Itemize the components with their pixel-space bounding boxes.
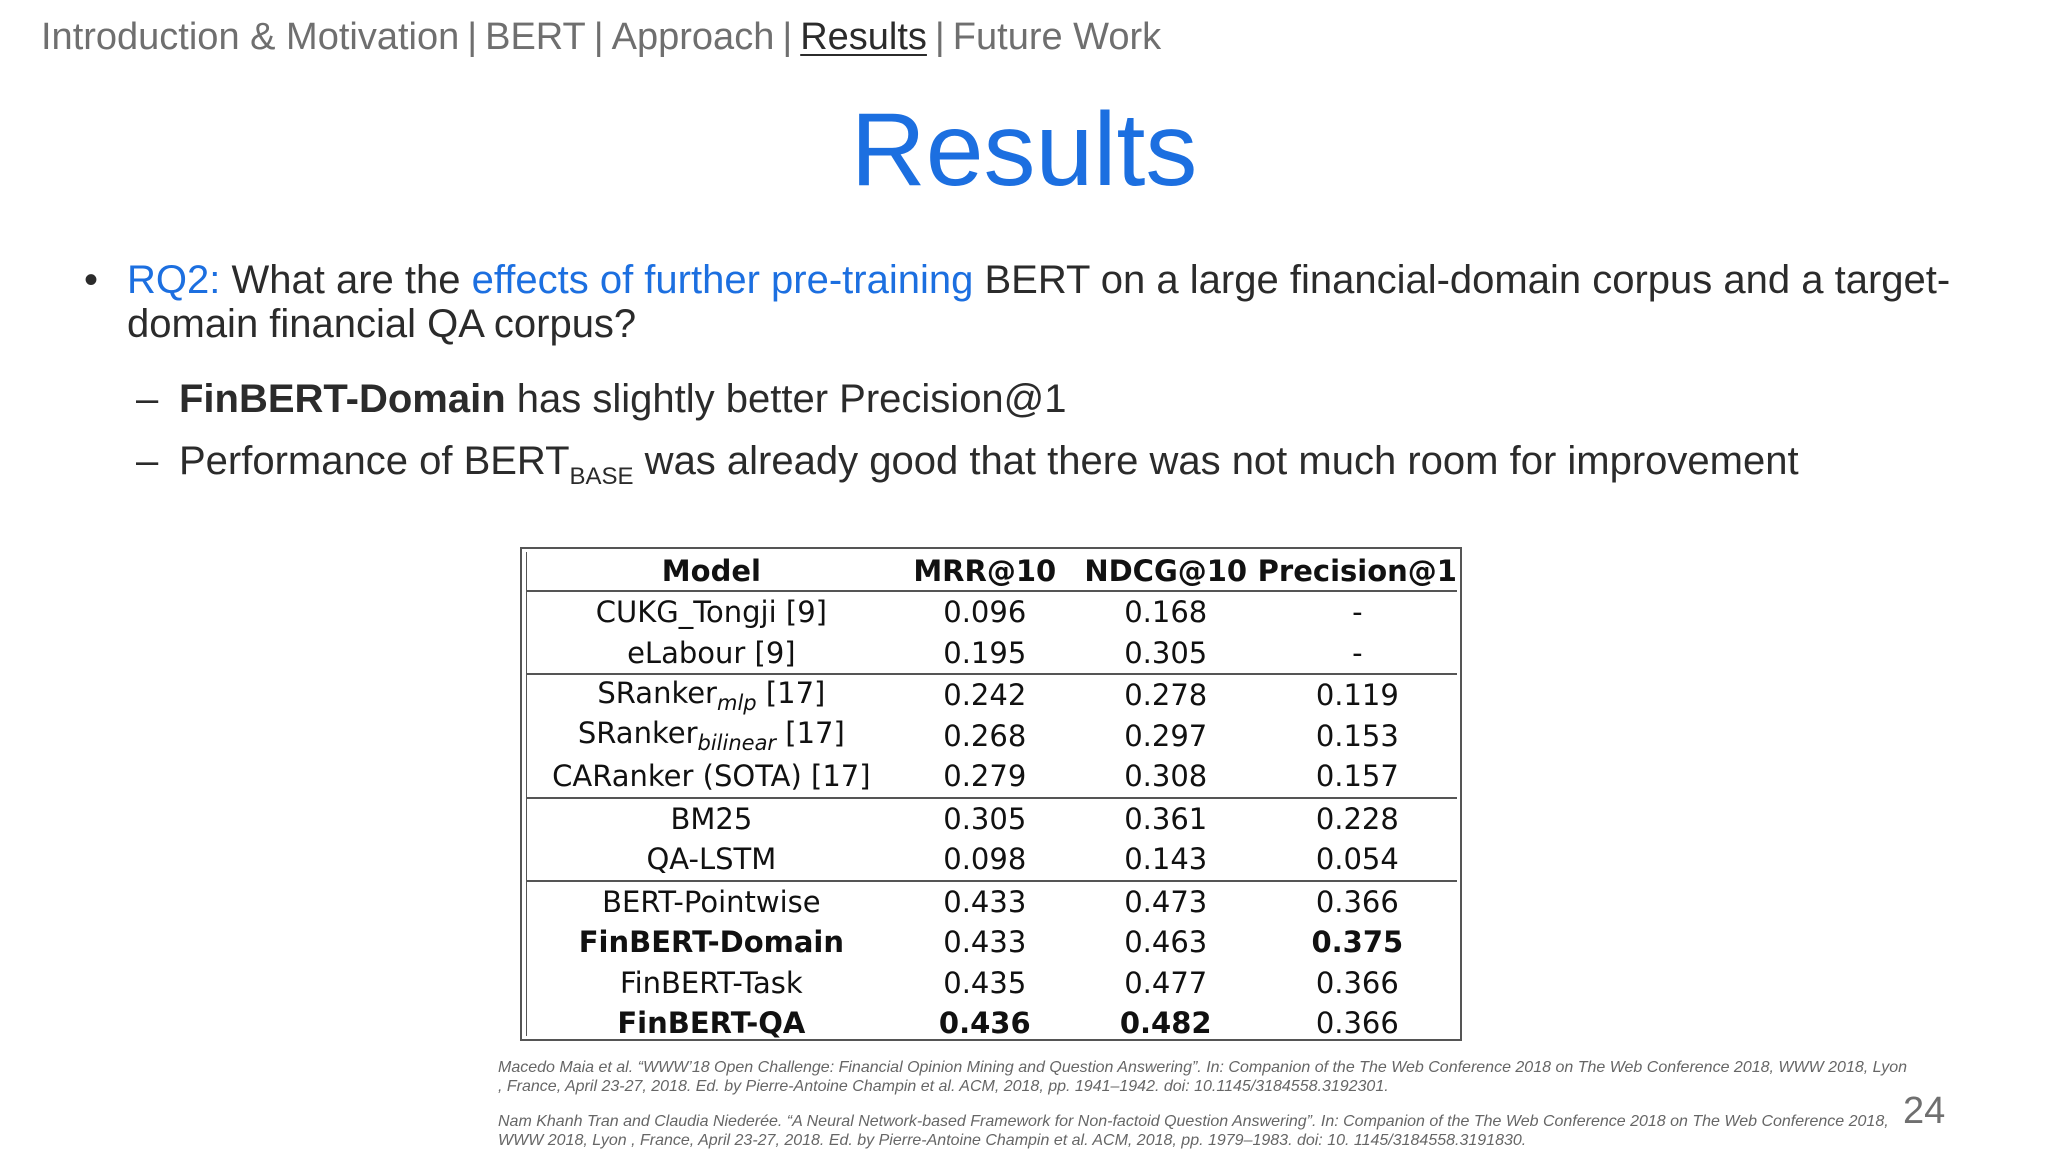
table-row (527, 963, 1457, 1004)
model-ref: [17] (776, 716, 845, 751)
cell-mrr: 0.305 (896, 798, 1074, 840)
bullet-text-a: What are the (220, 258, 472, 302)
bullet-text-b: BERT on a large financial-domain corpus and a target-domain financial QA corpus? (127, 258, 1951, 346)
cell-model: eLabour [9] (627, 635, 796, 670)
cell-mrr: 0.436 (938, 1006, 1031, 1041)
subpoint-text-pre: Performance of BERT (179, 439, 570, 483)
page-number: 24 (1903, 1090, 1946, 1132)
nav-item-introduction[interactable]: Introduction & Motivation (41, 16, 460, 58)
cell-precision: 0.366 (1315, 965, 1399, 1000)
table-header-row (527, 552, 1457, 591)
bullet-text (127, 258, 2024, 346)
subpoint-text-post: was already good that there was not much room for improvement (633, 439, 1799, 483)
cell-mrr: 0.096 (943, 595, 1027, 630)
model-subscript: bilinear (697, 731, 777, 756)
slide-title: Results (850, 92, 1198, 208)
cell-mrr: 0.435 (943, 965, 1027, 1000)
table-row (527, 839, 1457, 881)
subpoint-bert-base (136, 439, 1799, 491)
cell-model: BERT-Pointwise (527, 881, 896, 923)
header-ndcg: NDCG@10 (1074, 552, 1258, 591)
nav-item-future-work[interactable]: Future Work (952, 16, 1162, 58)
cell-model: CUKG_Tongji [9] (595, 595, 827, 630)
nav-item-results[interactable]: Results (800, 16, 927, 58)
cell-precision: - (1352, 635, 1363, 670)
cell-precision: 0.366 (1315, 1006, 1399, 1041)
reference-1: Macedo Maia et al. “WWW’18 Open Challenge: Financial Opinion Mining and Question Answering”. In: Companion of the The Web Conference 2018 on The Web Conference 2018, WWW 2018, Lyon , France, April 23-27, 2018. Ed. by Pierre-Antoine Champin et al. ACM, 2018, pp. 1941–1942. doi: 10.1145/3184558.3192301. (498, 1059, 1908, 1095)
bullet-highlight: effects of further pre-training (471, 258, 974, 302)
cell-mrr: 0.268 (943, 718, 1027, 753)
cell-ndcg: 0.463 (1124, 925, 1208, 960)
model-ref: [17] (756, 675, 826, 710)
cell-ndcg: 0.308 (1124, 759, 1208, 794)
cell-ndcg: 0.477 (1124, 965, 1208, 1000)
bullet-rq2 (84, 258, 2024, 346)
cell-ndcg: 0.482 (1119, 1006, 1212, 1041)
table-row (527, 674, 1457, 716)
subpoint-dash: – (136, 439, 159, 483)
table-row (527, 922, 1457, 963)
cell-mrr: 0.433 (896, 881, 1074, 923)
cell-mrr: 0.433 (943, 925, 1027, 960)
cell-precision: 0.119 (1258, 674, 1457, 716)
cell-precision: 0.375 (1311, 925, 1404, 960)
table-row (527, 591, 1457, 633)
header-model: Model (527, 552, 896, 591)
section-navigation (41, 16, 1161, 59)
cell-ndcg: 0.473 (1074, 881, 1258, 923)
table-row (527, 716, 1457, 757)
results-table (520, 547, 1462, 1041)
nav-separator: | (467, 16, 478, 58)
nav-item-approach[interactable]: Approach (611, 16, 775, 58)
nav-separator: | (782, 16, 793, 58)
subpoint-bold: FinBERT-Domain (179, 377, 506, 421)
cell-model: FinBERT-Domain (578, 925, 844, 960)
cell-precision: 0.228 (1258, 798, 1457, 840)
cell-ndcg: 0.297 (1124, 718, 1208, 753)
cell-mrr: 0.279 (943, 759, 1027, 794)
cell-ndcg: 0.278 (1074, 674, 1258, 716)
header-mrr: MRR@10 (896, 552, 1074, 591)
subpoint-text: has slightly better Precision@1 (505, 377, 1067, 421)
table-row (527, 633, 1457, 675)
cell-precision: - (1352, 595, 1363, 630)
nav-separator: | (934, 16, 945, 58)
cell-mrr: 0.242 (896, 674, 1074, 716)
cell-ndcg: 0.361 (1074, 798, 1258, 840)
cell-model: QA-LSTM (646, 842, 777, 877)
table-row (527, 756, 1457, 798)
cell-model: FinBERT-Task (620, 965, 803, 1000)
cell-mrr: 0.195 (943, 635, 1027, 670)
cell-precision: 0.054 (1315, 842, 1399, 877)
subpoint-subscript: BASE (569, 463, 634, 490)
cell-precision: 0.157 (1315, 759, 1399, 794)
cell-precision: 0.153 (1315, 718, 1399, 753)
cell-model: BM25 (527, 798, 896, 840)
model-name: SRanker (597, 675, 717, 710)
nav-item-bert[interactable]: BERT (485, 16, 586, 58)
cell-ndcg: 0.168 (1124, 595, 1208, 630)
table-row (527, 881, 1457, 923)
cell-model (527, 674, 896, 716)
cell-ndcg: 0.305 (1124, 635, 1208, 670)
model-name: SRanker (577, 716, 698, 751)
table-row (527, 798, 1457, 840)
cell-model (527, 716, 896, 757)
model-subscript: mlp (716, 690, 757, 715)
cell-precision: 0.366 (1258, 881, 1457, 923)
cell-ndcg: 0.143 (1124, 842, 1208, 877)
cell-model: CARanker (SOTA) [17] (552, 759, 871, 794)
subpoint-finbert-domain (136, 377, 1067, 422)
nav-separator: | (593, 16, 604, 58)
header-precision: Precision@1 (1258, 552, 1457, 591)
subpoint-dash: – (136, 377, 159, 421)
bullet-marker: • (84, 258, 99, 302)
reference-2: Nam Khanh Tran and Claudia Niederée. “A Neural Network-based Framework for Non-factoid Question Answering”. In: Companion of the The Web Conference 2018 on The Web Conference 2018, WWW 2018, Lyon , France, April 23-27, 2018. Ed. by Pierre-Antoine Champin et al. ACM, 2018, pp. 1979–1983. doi: 10. 1145/3184558.3191830. (498, 1113, 1889, 1149)
cell-mrr: 0.098 (943, 842, 1027, 877)
table-row (527, 1003, 1457, 1044)
cell-model: FinBERT-QA (617, 1006, 806, 1041)
rq-label: RQ2: (127, 258, 221, 302)
